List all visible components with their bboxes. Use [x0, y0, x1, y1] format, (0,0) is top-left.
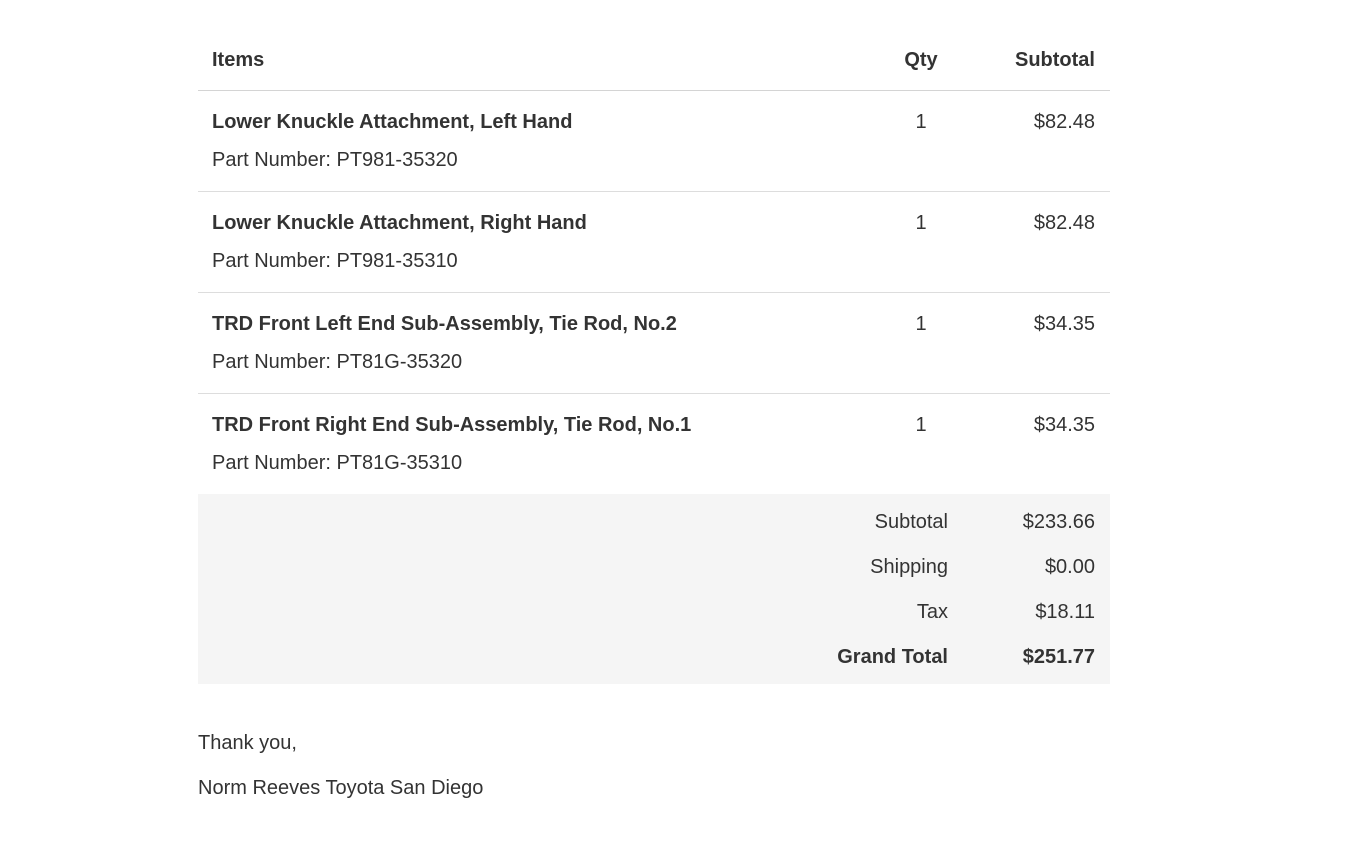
summary-label: Subtotal [874, 510, 948, 533]
summary-label: Grand Total [837, 645, 948, 668]
items-table [198, 30, 1110, 494]
item-subtotal: $82.48 [1033, 111, 1095, 133]
column-header-items: Items [198, 30, 866, 91]
summary-value: $0.00 [1044, 555, 1095, 578]
item-part-number: Part Number: PT981-35310 [212, 250, 458, 272]
table-row [198, 394, 1110, 495]
table-header [198, 30, 1110, 91]
column-header-qty: Qty [866, 30, 976, 91]
summary-row-grand-total [198, 634, 1095, 679]
item-part-number: Part Number: PT981-35320 [212, 149, 458, 171]
item-name: Lower Knuckle Attachment, Right Hand [212, 212, 587, 234]
table-row [198, 192, 1110, 293]
item-qty: 1 [915, 313, 927, 335]
summary-value: $251.77 [1022, 645, 1095, 668]
item-name: TRD Front Right End Sub-Assembly, Tie Rod, No.1 [212, 414, 692, 436]
summary-row-shipping [198, 544, 1095, 589]
order-summary [198, 494, 1110, 684]
item-subtotal: $82.48 [1033, 212, 1095, 234]
dealer-name: Norm Reeves Toyota San Diego [198, 777, 484, 799]
table-row [198, 91, 1110, 192]
table-row [198, 293, 1110, 394]
summary-row-subtotal [198, 499, 1095, 544]
summary-row-tax [198, 589, 1095, 634]
item-part-number: Part Number: PT81G-35310 [212, 452, 463, 474]
summary-value: $18.11 [1035, 600, 1095, 623]
signature [198, 730, 1110, 801]
item-name: Lower Knuckle Attachment, Left Hand [212, 111, 573, 133]
item-name: TRD Front Left End Sub-Assembly, Tie Rod, No.2 [212, 313, 677, 335]
summary-value: $233.66 [1022, 510, 1095, 533]
item-part-number: Part Number: PT81G-35320 [212, 351, 463, 373]
item-qty: 1 [915, 414, 927, 436]
column-header-subtotal: Subtotal [976, 30, 1110, 91]
thank-you-text: Thank you, [198, 732, 297, 754]
order-confirmation [198, 0, 1110, 801]
item-qty: 1 [915, 111, 927, 133]
item-subtotal: $34.35 [1033, 414, 1095, 436]
item-qty: 1 [915, 212, 927, 234]
summary-label: Tax [916, 600, 948, 623]
summary-label: Shipping [870, 555, 948, 578]
item-subtotal: $34.35 [1033, 313, 1095, 335]
